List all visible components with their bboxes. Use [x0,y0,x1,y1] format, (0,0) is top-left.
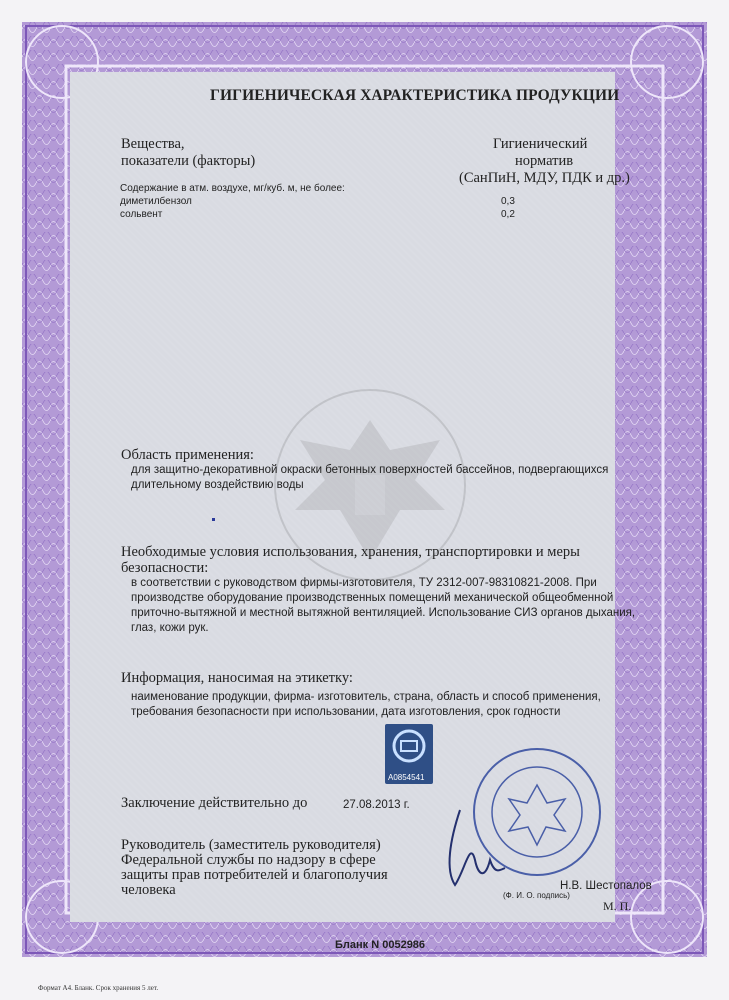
conditions-text: в соответствии с руководством фирмы-изготовителя, ТУ 2312-007-98310821-2008. При [131,577,597,589]
validity-label: Заключение действительно до [121,795,308,811]
hologram-code: A0854541 [388,773,425,782]
validity-date: 27.08.2013 г. [343,799,410,811]
blank-number: Бланк N 0052986 [335,939,426,951]
substance-value: 0,3 [501,196,515,207]
signature-icon [440,800,510,895]
substance-value: 0,2 [501,209,515,220]
conditions-text: глаз, кожи рук. [131,622,209,634]
head-title: человека [121,882,176,898]
format-footnote: Формат А4. Бланк. Срок хранения 5 лет. [38,984,159,992]
hologram-sticker [385,724,433,784]
label-info-heading: Информация, наносимая на этикетку: [121,670,353,686]
label-info-text: требования безопасности при использовании, дата изготовления, срок годности [131,706,561,718]
fio-caption: (Ф. И. О. подпись) [503,891,570,900]
application-text: для защитно-декоративной окраски бетонных поверхностей бассейнов, подвергающихся [131,464,609,476]
conditions-text: производстве оборудование производственных помещений механической общеобменной [131,592,614,604]
substance-name: сольвент [120,209,163,220]
head-name: Н.В. Шестопалов [560,880,652,892]
substances-header-line1: Вещества, [121,136,185,152]
norm-header-line1: Гигиенический [493,136,588,152]
conditions-heading: безопасности: [121,560,209,576]
norm-header-line3: (СанПиН, МДУ, ПДК и др.) [459,170,630,186]
norm-header-line2: норматив [515,153,574,169]
conditions-heading: Необходимые условия использования, хранения, транспортировки и меры [121,544,580,560]
label-info-text: наименование продукции, фирма- изготовитель, страна, область и способ применения, [131,691,601,703]
application-text: длительному воздействию воды [131,479,304,491]
hologram-logo-icon [385,724,433,768]
conditions-text: приточно-вытяжной и местной вытяжной вентиляцией. Использование СИЗ органов дыхания, [131,607,636,619]
air-content-label: Содержание в атм. воздухе, мг/куб. м, не более: [120,183,345,194]
ink-dot [212,518,215,521]
page-title: ГИГИЕНИЧЕСКАЯ ХАРАКТЕРИСТИКА ПРОДУКЦИИ [210,87,620,104]
application-heading: Область применения: [121,447,254,463]
head-title: защиты прав потребителей и благополучия [121,867,388,883]
head-title: Руководитель (заместитель руководителя) [121,837,381,853]
head-title: Федеральной службы по надзору в сфере [121,852,376,868]
mp-label: М. П. [603,899,632,913]
substances-header-line2: показатели (факторы) [121,153,256,169]
substance-name: диметилбензол [120,196,192,207]
